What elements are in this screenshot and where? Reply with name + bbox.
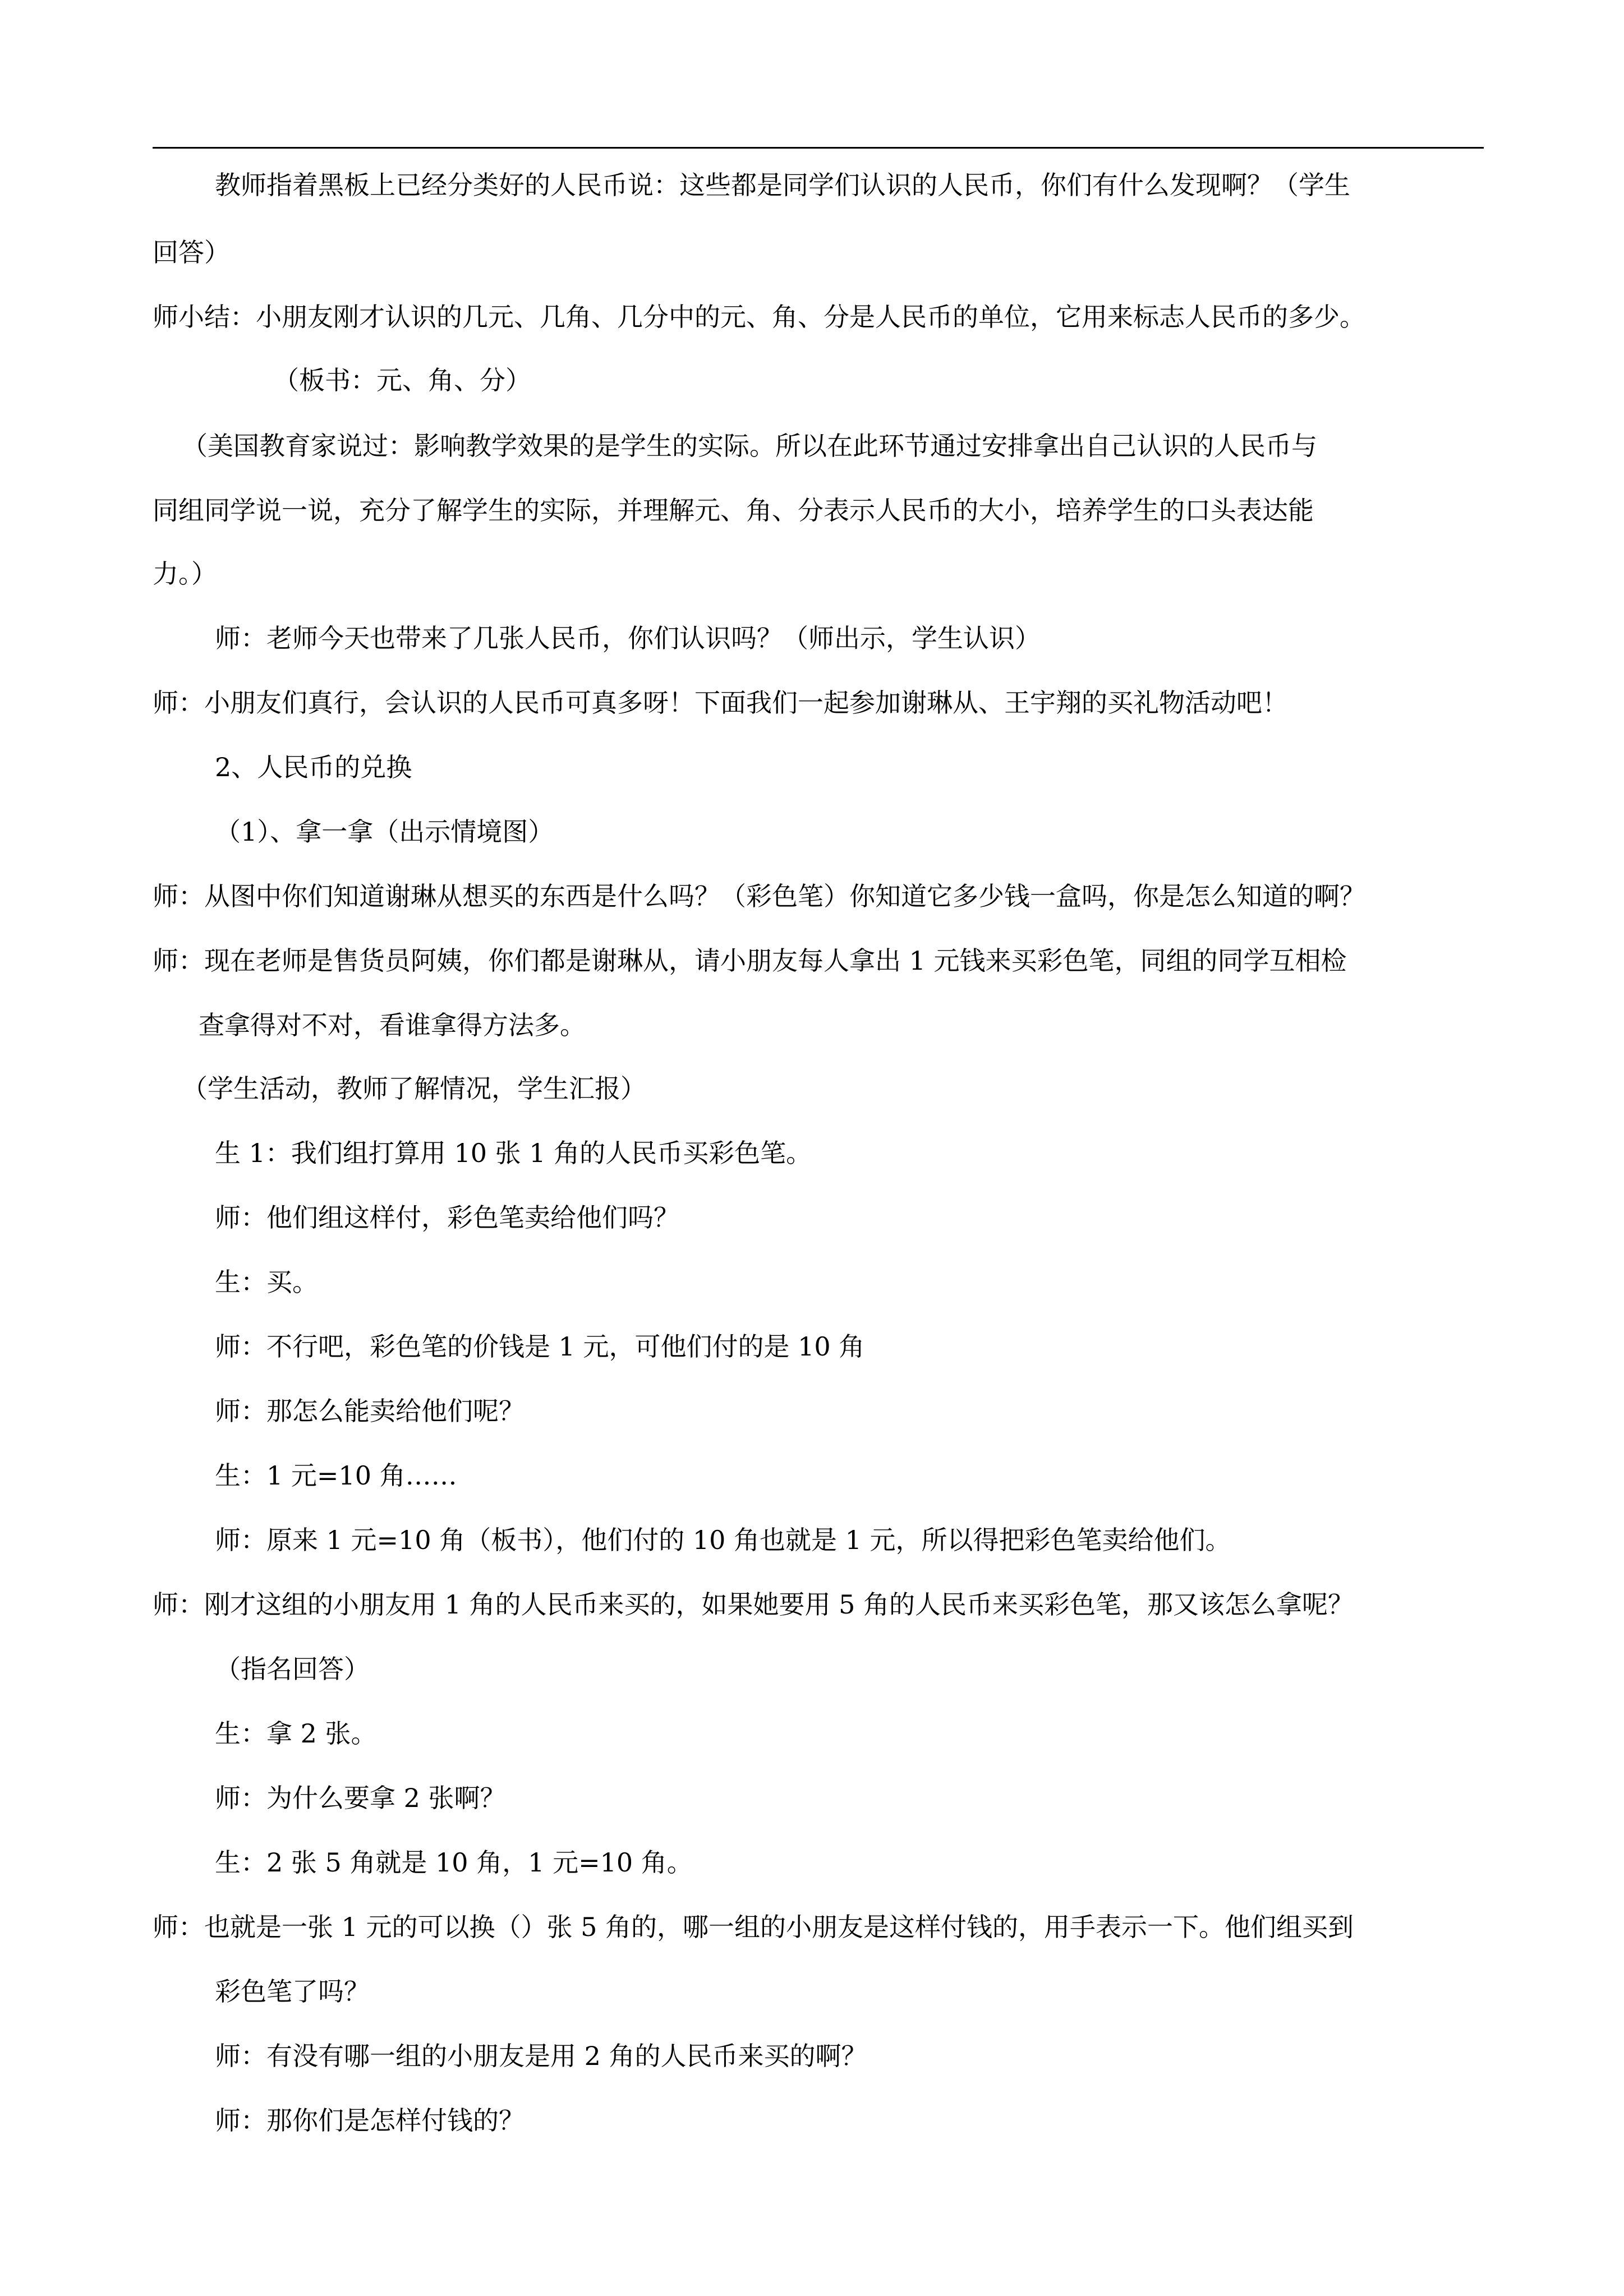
text-line: 生：1 元=10 角…… (215, 1460, 457, 1491)
text-line: 查拿得对不对，看谁拿得方法多。 (199, 1010, 586, 1040)
text-line: （1）、拿一拿（出示情境图） (215, 817, 554, 847)
text-line: 师：那怎么能卖给他们呢？ (215, 1396, 525, 1426)
text-line: 师小结：小朋友刚才认识的几元、几角、几分中的元、角、分是人民币的单位，它用来标志人民币的多少。 (153, 302, 1365, 332)
text-line: （美国教育家说过：影响教学效果的是学生的实际。所以在此环节通过安排拿出自己认识的人民币与 (182, 431, 1317, 461)
text-line: 师：老师今天也带来了几张人民币，你们认识吗？（师出示，学生认识） (215, 623, 1041, 653)
text-line: 师：为什么要拿 2 张啊？ (215, 1783, 506, 1813)
text-line: 师：刚才这组的小朋友用 1 角的人民币来买的，如果她要用 5 角的人民币来买彩色笔，那又该怎么拿呢？ (153, 1589, 1354, 1620)
text-line: 师：原来 1 元=10 角（板书），他们付的 10 角也就是 1 元，所以得把彩色笔卖给他们。 (215, 1525, 1231, 1555)
text-line: 教师指着黑板上已经分类好的人民币说：这些都是同学们认识的人民币，你们有什么发现啊？（学生 (215, 170, 1350, 200)
text-line: （指名回答） (215, 1654, 370, 1684)
text-line: 生 1：我们组打算用 10 张 1 角的人民币买彩色笔。 (215, 1138, 812, 1168)
text-line: 师：那你们是怎样付钱的？ (215, 2105, 525, 2136)
text-line: 师：也就是一张 1 元的可以换（）张 5 角的，哪一组的小朋友是这样付钱的，用手表示一下。他们组买到 (153, 1912, 1354, 1942)
text-line: 师：他们组这样付，彩色笔卖给他们吗？ (215, 1202, 679, 1233)
text-line: 师：从图中你们知道谢琳从想买的东西是什么吗？（彩色笔）你知道它多少钱一盒吗，你是怎么知道的啊？ (153, 881, 1365, 911)
text-line: 彩色笔了吗？ (215, 1976, 370, 2007)
text-line: 师：不行吧，彩色笔的价钱是 1 元，可他们付的是 10 角 (215, 1331, 865, 1362)
text-line: 2、人民币的兑换 (215, 752, 412, 782)
text-line: 生：2 张 5 角就是 10 角，1 元=10 角。 (215, 1847, 693, 1878)
header-rule (153, 147, 1484, 149)
text-line: 力。） (153, 559, 217, 589)
text-line: 生：拿 2 张。 (215, 1718, 377, 1749)
text-line: （学生活动，教师了解情况，学生汇报） (182, 1073, 646, 1104)
text-line: （板书：元、角、分） (273, 365, 531, 395)
text-line: 师：现在老师是售货员阿姨，你们都是谢琳从，请小朋友每人拿出 1 元钱来买彩色笔，同组的同学互相检 (153, 946, 1347, 976)
text-line: 回答） (153, 237, 230, 268)
text-line: 同组同学说一说，充分了解学生的实际，并理解元、角、分表示人民币的大小，培养学生的口头表达能 (153, 495, 1314, 525)
text-line: 生：买。 (215, 1267, 318, 1297)
text-line: 师：有没有哪一组的小朋友是用 2 角的人民币来买的啊？ (215, 2041, 867, 2071)
text-line: 师：小朋友们真行，会认识的人民币可真多呀！下面我们一起参加谢琳从、王宇翔的买礼物活动吧！ (153, 688, 1288, 718)
